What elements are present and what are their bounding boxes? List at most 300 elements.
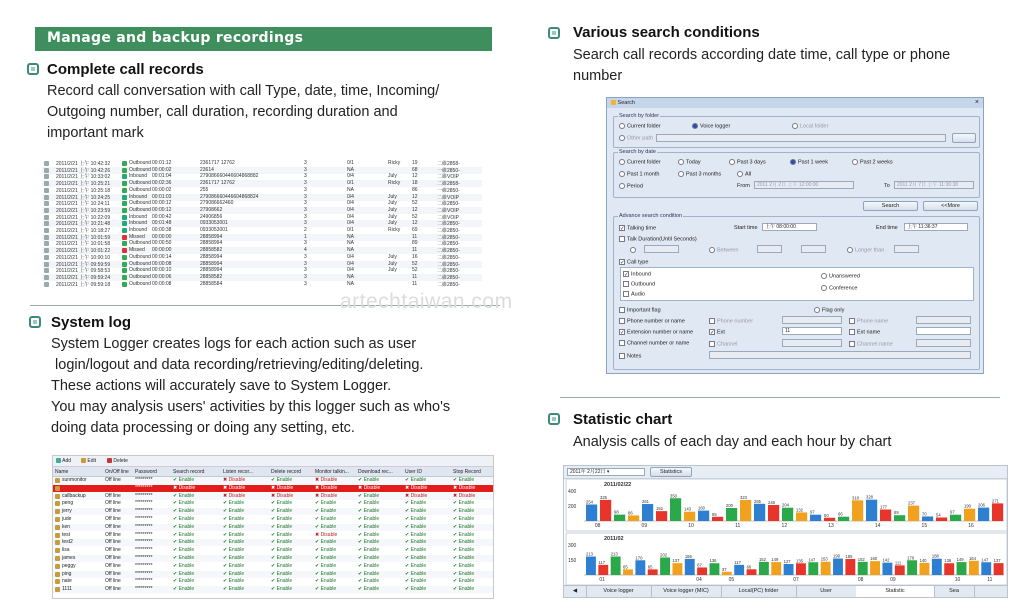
channel-or-name-checkbox[interactable]: Channel number or name — [619, 340, 689, 346]
chart-bar — [648, 569, 658, 575]
phone-number-checkbox[interactable]: Phone number — [709, 318, 753, 324]
table-cell: 00:00:38 — [152, 227, 172, 233]
table-cell: 3 — [304, 267, 307, 274]
password-mask: ********* — [135, 484, 153, 491]
permission-cell[interactable]: ✖ Disable — [315, 531, 338, 538]
permission-cell[interactable]: ✖ Disable — [271, 484, 294, 491]
column-header[interactable]: Name — [55, 469, 69, 475]
permission-cell[interactable]: ✔ Enable — [358, 586, 380, 593]
start-time-field[interactable]: 上午 08:00:00 — [762, 223, 817, 231]
data-label: 164 — [968, 555, 976, 561]
record-icon — [44, 188, 49, 193]
other-path-field[interactable] — [656, 134, 946, 142]
table-cell: 12 — [412, 173, 418, 180]
permission-cell[interactable]: ✔ Enable — [405, 578, 427, 585]
to-date-field[interactable]: 2011 2月 7日 上午 11:36:38 — [894, 181, 974, 189]
table-row[interactable] — [42, 281, 482, 288]
permission-cell[interactable]: ✔ Enable — [453, 523, 475, 530]
column-header[interactable]: User ID — [405, 469, 422, 475]
permission-cell[interactable]: ✔ Enable — [173, 508, 195, 515]
chart-bar — [600, 500, 611, 521]
permission-cell[interactable]: ✔ Enable — [453, 500, 475, 507]
permission-cell[interactable]: ✔ Enable — [358, 500, 380, 507]
permission-cell[interactable]: ✔ Enable — [173, 531, 195, 538]
permission-cell[interactable]: ✔ Enable — [315, 562, 337, 569]
table-cell: 0/4 — [347, 173, 354, 180]
data-label: 186 — [684, 553, 692, 559]
permission-cell[interactable]: ✔ Enable — [358, 531, 380, 538]
date-current-folder-radio[interactable]: Current folder — [619, 159, 661, 165]
permission-cell[interactable]: ✔ Enable — [173, 578, 195, 585]
permission-cell[interactable]: ✔ Enable — [173, 492, 195, 499]
table-row[interactable] — [53, 493, 493, 500]
between-to-field[interactable] — [801, 245, 826, 253]
table-cell: 2011/2/21 上午 10:42:26 — [56, 167, 111, 174]
month-select[interactable]: 2011年 2月22日 ▾ — [567, 468, 645, 476]
table-row[interactable] — [53, 524, 493, 531]
chart-bar — [964, 509, 975, 521]
table-cell: 二維2850- — [437, 228, 460, 234]
table-cell: 2011/2/21 上午 10:00:10 — [56, 254, 111, 261]
add-button[interactable]: Add — [56, 458, 71, 464]
permission-cell[interactable]: ✔ Enable — [315, 547, 337, 554]
table-cell: 27908662 — [200, 206, 223, 213]
past-1-week-radio[interactable]: Past 1 week — [790, 159, 828, 165]
permission-cell[interactable]: ✔ Enable — [358, 508, 380, 515]
chart-bar — [740, 500, 751, 521]
data-label: 137 — [672, 558, 680, 564]
tab-voice-logger[interactable]: Voice logger — [586, 586, 652, 597]
data-label: 50 — [824, 512, 829, 518]
permission-cell[interactable]: ✔ Enable — [223, 531, 245, 538]
permission-cell[interactable]: ✔ Enable — [173, 523, 195, 530]
user-name: test2 — [62, 539, 73, 546]
table-row[interactable] — [53, 547, 493, 554]
table-row[interactable] — [53, 485, 493, 492]
permission-cell[interactable]: ✔ Enable — [223, 578, 245, 585]
data-label: 111 — [894, 560, 902, 566]
talking-time-checkbox[interactable]: ✓ Talking time — [620, 225, 657, 232]
outbound-checkbox[interactable]: Outbound — [623, 281, 655, 287]
permission-cell[interactable]: ✖ Disable — [453, 492, 476, 499]
chart-bar — [784, 564, 794, 575]
ext-name-field[interactable] — [916, 327, 971, 335]
data-label: 190 — [833, 553, 841, 559]
close-icon[interactable]: × — [974, 99, 979, 106]
table-cell: 11 — [412, 247, 418, 254]
channel-field[interactable] — [782, 339, 842, 347]
table-row[interactable] — [53, 555, 493, 562]
table-cell: 二維2850- — [437, 261, 460, 268]
system-log-toolbar — [53, 456, 493, 467]
permission-cell[interactable]: ✔ Enable — [223, 547, 245, 554]
permission-cell[interactable]: ✖ Disable — [358, 484, 381, 491]
statistics-button[interactable]: Statistics — [650, 467, 692, 477]
phone-number-field[interactable] — [782, 316, 842, 324]
ext-checkbox[interactable]: ✓ Ext — [710, 329, 725, 336]
permission-cell[interactable]: ✔ Enable — [453, 516, 475, 522]
call-type-icon — [122, 161, 127, 166]
permission-cell[interactable]: ✔ Enable — [315, 539, 337, 546]
edit-button[interactable]: Edit — [81, 458, 96, 464]
call-type-checkbox[interactable]: ✓ Call type — [620, 259, 649, 266]
statistic-chart-area — [564, 478, 1008, 587]
table-cell: 一維2850- — [437, 167, 460, 174]
permission-cell[interactable]: ✖ Disable — [405, 484, 428, 491]
phone-name-field[interactable] — [916, 316, 971, 324]
table-row[interactable] — [53, 516, 493, 523]
x-tick-label: 01 — [599, 577, 605, 583]
data-label: 136 — [709, 558, 717, 564]
column-header[interactable]: Delete record — [271, 469, 302, 475]
permission-cell[interactable]: ✔ Enable — [315, 500, 337, 507]
permission-cell[interactable]: ✔ Enable — [453, 539, 475, 546]
data-label: 271 — [992, 498, 999, 504]
search-button[interactable]: Search — [863, 201, 918, 211]
column-header[interactable]: On/Off line — [105, 469, 129, 475]
more-button[interactable]: <<More — [923, 201, 978, 211]
unanswered-radio[interactable]: Unanswered — [821, 273, 860, 279]
ext-name-checkbox[interactable]: Ext name — [849, 329, 880, 335]
data-label: 66 — [746, 564, 752, 570]
table-cell: Missed — [129, 247, 145, 254]
conference-radio[interactable]: Conference — [821, 285, 857, 291]
permission-cell[interactable]: ✔ Enable — [271, 555, 293, 561]
column-header[interactable]: Stop Record — [453, 469, 481, 475]
permission-cell[interactable]: ✔ Enable — [405, 523, 427, 530]
channel-name-checkbox[interactable]: Channel name — [849, 341, 893, 347]
other-path-radio[interactable]: Other path — [619, 135, 653, 141]
password-mask: ********* — [135, 477, 153, 483]
call-type-icon — [122, 228, 127, 233]
talk-duration-checkbox[interactable]: Talk Duration(Until Seconds) — [619, 236, 697, 242]
permission-cell[interactable]: ✔ Enable — [173, 547, 195, 554]
permission-cell[interactable]: ✔ Enable — [173, 500, 195, 507]
data-label: 149 — [771, 557, 779, 563]
all-radio[interactable]: All — [737, 171, 751, 177]
permission-cell[interactable]: ✔ Enable — [315, 586, 337, 593]
permission-cell[interactable]: ✔ Enable — [271, 500, 293, 507]
tab-user[interactable]: User — [796, 586, 857, 597]
current-folder-radio[interactable]: Current folder — [619, 123, 661, 129]
permission-cell[interactable]: ✔ Enable — [315, 578, 337, 585]
permission-cell[interactable]: ✔ Enable — [405, 508, 427, 515]
column-header[interactable]: Listen recor... — [223, 469, 254, 475]
permission-cell[interactable]: ✔ Enable — [358, 562, 380, 569]
important-flag-checkbox[interactable]: Important flag — [619, 307, 661, 313]
permission-cell[interactable]: ✔ Enable — [358, 539, 380, 546]
period-radio[interactable]: Period — [619, 183, 643, 189]
permission-cell[interactable]: ✔ Enable — [223, 562, 245, 569]
permission-cell[interactable]: ✔ Enable — [271, 477, 293, 483]
past-1-month-radio[interactable]: Past 1 month — [619, 171, 659, 177]
chart-bar — [845, 559, 855, 575]
table-cell: 3 — [304, 253, 307, 260]
permission-cell[interactable]: ✔ Enable — [223, 523, 245, 530]
notes-checkbox[interactable]: Notes — [619, 353, 641, 359]
advance-search-group: Advance search condition ✓ Talking time Start time 上午 08:00:00 End time 上午 11:36:37 Talk Duration(Until Seconds) Between Longer than ✓ Call type ✓ Inbound Outbound Audio Unanswered Conference Important flag Flag only Phone number or name Phone number Phone name ✓ Extension number or name ✓ Ext 11 Ext name Channel number or name Channel Channel name Notes — [613, 216, 980, 370]
table-cell: 00:00:42 — [152, 213, 172, 220]
permission-cell[interactable]: ✔ Enable — [271, 531, 293, 538]
permission-cell[interactable]: ✔ Enable — [223, 539, 245, 546]
permission-cell[interactable]: ✔ Enable — [453, 586, 475, 593]
past-3-days-radio[interactable]: Past 3 days — [729, 159, 766, 165]
chart-bar — [754, 504, 765, 521]
chart-bar — [628, 515, 639, 521]
table-cell: 12 — [412, 193, 418, 200]
permission-cell[interactable]: ✔ Enable — [358, 555, 380, 561]
permission-cell[interactable]: ✔ Enable — [405, 570, 427, 577]
table-cell: Outbound — [129, 253, 151, 260]
call-records-table — [42, 160, 482, 288]
chart-bar — [697, 567, 707, 575]
permission-cell[interactable]: ✔ Enable — [453, 477, 475, 483]
call-type-icon — [122, 221, 127, 226]
tab-statistic[interactable]: Statistic — [856, 586, 935, 597]
from-date-field[interactable]: 2011 2月 2日 上午 12:00:00 — [754, 181, 854, 189]
past-3-months-radio[interactable]: Past 3 months — [678, 171, 721, 177]
permission-cell[interactable]: ✔ Enable — [405, 531, 427, 538]
permission-cell[interactable]: ✔ Enable — [405, 555, 427, 561]
between-from-field[interactable] — [757, 245, 782, 253]
delete-button[interactable]: Delete — [107, 458, 128, 464]
permission-cell[interactable]: ✖ Disable — [271, 492, 294, 499]
table-cell: Outbound — [129, 280, 151, 287]
user-icon — [55, 548, 60, 553]
table-cell: 2011/2/21 上午 10:25:21 — [56, 181, 111, 188]
table-cell: 52 — [412, 260, 418, 267]
user-name: nate — [62, 578, 72, 585]
ext-or-name-checkbox[interactable]: ✓ Extension number or name — [620, 329, 694, 336]
table-cell: 00:00:12 — [152, 200, 172, 207]
permission-cell[interactable]: ✔ Enable — [173, 539, 195, 546]
table-cell: 279086662460 — [200, 200, 234, 207]
permission-cell[interactable]: ✔ Enable — [315, 555, 337, 561]
search-by-date-group: Search by date Current folder Today Past 3 days Past 1 week Past 2 weeks Past 1 month Past 3 months All Period From 2011 2月 2日 上午 12:00:00 To 2011 2月 7日 上午 11:36:38 — [613, 152, 980, 198]
today-radio[interactable]: Today — [678, 159, 701, 165]
search-heading: Various search conditions — [573, 24, 760, 41]
permission-cell[interactable]: ✔ Enable — [173, 555, 195, 561]
permission-cell[interactable]: ✔ Enable — [223, 570, 245, 577]
chart-bar — [808, 562, 818, 575]
table-cell: July — [388, 193, 397, 200]
chart-bar — [882, 563, 892, 575]
column-header[interactable]: Monitor talkin... — [315, 469, 349, 475]
permission-cell[interactable]: ✔ Enable — [453, 578, 475, 585]
watermark: artechtaiwan.com — [340, 290, 513, 313]
channel-name-field[interactable] — [916, 339, 971, 347]
column-header[interactable]: Download rec... — [358, 469, 393, 475]
permission-cell[interactable]: ✖ Disable — [223, 477, 246, 483]
bullet-icon — [548, 27, 560, 39]
chart-bar — [685, 559, 695, 575]
permission-cell[interactable]: ✔ Enable — [271, 547, 293, 554]
permission-cell[interactable]: ✔ Enable — [405, 586, 427, 593]
data-label: 200 — [726, 503, 733, 508]
permission-cell[interactable]: ✔ Enable — [453, 531, 475, 538]
permission-cell[interactable]: ✔ Enable — [223, 555, 245, 561]
permission-cell[interactable]: ✔ Enable — [453, 562, 475, 569]
table-cell: Missed — [129, 233, 145, 240]
chart-bar — [866, 500, 877, 521]
permission-cell[interactable]: ✔ Enable — [358, 547, 380, 554]
permission-cell[interactable]: ✔ Enable — [271, 570, 293, 577]
permission-cell[interactable]: ✖ Disable — [453, 484, 476, 491]
record-icon — [44, 241, 49, 246]
permission-cell[interactable]: ✔ Enable — [453, 508, 475, 515]
data-label: 54 — [936, 512, 941, 518]
permission-cell[interactable]: ✔ Enable — [315, 516, 337, 522]
permission-cell[interactable]: ✔ Enable — [405, 516, 427, 522]
record-icon — [44, 221, 49, 226]
table-cell: Outbound — [129, 240, 151, 247]
longer-than-radio[interactable]: Longer than — [847, 247, 884, 253]
search-icon — [611, 100, 616, 105]
ext-field[interactable]: 11 — [782, 327, 842, 335]
chart-bar — [880, 509, 891, 521]
chart-bar — [710, 563, 720, 575]
statistic-window — [563, 465, 1008, 598]
table-cell: 00:00:02 — [152, 166, 172, 173]
permission-cell[interactable]: ✔ Enable — [358, 570, 380, 577]
permission-cell[interactable]: ✔ Enable — [358, 516, 380, 522]
duration-radio[interactable] — [630, 247, 638, 253]
permission-cell[interactable]: ✔ Enable — [271, 539, 293, 546]
tab-local-pc-folder[interactable]: Local(PC) folder — [721, 586, 797, 597]
permission-cell[interactable]: ✖ Disable — [405, 492, 428, 499]
permission-cell[interactable]: ✔ Enable — [453, 555, 475, 561]
call-type-icon — [122, 241, 127, 246]
column-header[interactable]: Search record — [173, 469, 205, 475]
permission-cell[interactable]: ✔ Enable — [271, 562, 293, 569]
permission-cell[interactable]: ✔ Enable — [223, 586, 245, 593]
permission-cell[interactable]: ✔ Enable — [173, 477, 195, 483]
notes-field[interactable] — [709, 351, 971, 359]
table-cell: 3 — [304, 206, 307, 213]
permission-cell[interactable]: ✔ Enable — [405, 547, 427, 554]
permission-cell[interactable]: ✔ Enable — [223, 516, 245, 522]
permission-cell[interactable]: ✔ Enable — [173, 570, 195, 577]
permission-cell[interactable]: ✖ Disable — [173, 484, 196, 491]
x-tick-label: 14 — [874, 523, 881, 529]
permission-cell[interactable]: ✔ Enable — [405, 562, 427, 569]
table-cell: 2361717 12762 — [200, 180, 235, 187]
audio-checkbox[interactable]: Audio — [623, 291, 645, 297]
permission-cell[interactable]: ✔ Enable — [453, 570, 475, 577]
permission-cell[interactable]: ✔ Enable — [271, 578, 293, 585]
voice-logger-radio[interactable]: Voice logger — [692, 123, 730, 129]
table-cell: 89 — [412, 240, 418, 247]
permission-cell[interactable]: ✔ Enable — [453, 547, 475, 554]
user-name: jude — [62, 516, 72, 522]
duration-field[interactable] — [644, 245, 679, 253]
chart-bar — [838, 517, 849, 521]
call-type-icon — [122, 282, 127, 287]
table-row[interactable] — [53, 571, 493, 578]
permission-cell[interactable]: ✔ Enable — [173, 586, 195, 593]
permission-cell[interactable]: ✔ Enable — [223, 500, 245, 507]
permission-cell[interactable]: ✔ Enable — [315, 570, 337, 577]
longer-than-field[interactable] — [894, 245, 919, 253]
permission-cell[interactable]: ✖ Disable — [315, 477, 338, 483]
table-row[interactable] — [53, 508, 493, 515]
permission-cell[interactable]: ✔ Enable — [271, 508, 293, 515]
table-row[interactable] — [53, 477, 493, 484]
column-header[interactable]: Password — [135, 469, 157, 475]
permission-cell[interactable]: ✔ Enable — [405, 500, 427, 507]
table-row[interactable] — [53, 586, 493, 593]
permission-cell[interactable]: ✖ Disable — [223, 492, 246, 499]
permission-cell[interactable]: ✔ Enable — [271, 586, 293, 593]
record-icon — [44, 174, 49, 179]
table-row[interactable] — [53, 532, 493, 539]
permission-cell[interactable]: ✖ Disable — [315, 484, 338, 491]
permission-cell[interactable]: ✔ Enable — [358, 492, 380, 499]
record-icon — [44, 208, 49, 213]
user-status: Off line — [105, 555, 121, 561]
chart-bar — [969, 561, 979, 575]
end-time-field[interactable]: 上午 11:36:37 — [904, 223, 968, 231]
table-cell: 00:00:06 — [152, 273, 172, 280]
tab-scroll[interactable]: ◀ — [564, 586, 587, 597]
chart-bar — [642, 504, 653, 521]
channel-checkbox[interactable]: Channel — [709, 341, 738, 347]
permission-cell[interactable]: ✖ Disable — [223, 484, 246, 491]
table-cell: 0/4 — [347, 260, 354, 267]
permission-cell[interactable]: ✔ Enable — [271, 523, 293, 530]
data-label: 185 — [845, 553, 853, 559]
statistic-tabs — [564, 585, 1007, 597]
permission-cell[interactable]: ✔ Enable — [173, 516, 195, 522]
permission-cell[interactable]: ✔ Enable — [405, 477, 427, 483]
table-row[interactable] — [53, 578, 493, 585]
table-row[interactable] — [53, 563, 493, 570]
record-icon — [44, 255, 49, 260]
call-type-icon — [122, 235, 127, 240]
user-status: Off line — [105, 523, 121, 530]
chart-bar — [994, 563, 1004, 575]
permission-cell[interactable]: ✔ Enable — [223, 508, 245, 515]
chart-bar — [833, 559, 843, 575]
between-radio[interactable]: Between — [709, 247, 738, 253]
permission-cell[interactable]: ✔ Enable — [358, 523, 380, 530]
inbound-checkbox[interactable]: ✓ Inbound — [624, 271, 651, 278]
browse-button[interactable] — [952, 133, 976, 143]
local-folder-radio[interactable]: Local folder — [792, 123, 828, 129]
table-row[interactable] — [53, 500, 493, 507]
permission-cell[interactable]: ✔ Enable — [173, 562, 195, 569]
permission-cell[interactable]: ✔ Enable — [358, 578, 380, 585]
permission-cell[interactable]: ✔ Enable — [315, 508, 337, 515]
permission-cell[interactable]: ✔ Enable — [405, 539, 427, 546]
y-tick-label: 300 — [568, 543, 577, 549]
permission-cell[interactable]: ✔ Enable — [271, 516, 293, 522]
permission-cell[interactable]: ✔ Enable — [358, 477, 380, 483]
call-type-icon — [122, 195, 127, 200]
statistic-description: Analysis calls of each day and each hour by chart — [573, 434, 892, 450]
data-label: 213 — [610, 551, 618, 557]
tab-voice-logger-mic-[interactable]: Voice logger (MIC) — [651, 586, 722, 597]
permission-cell[interactable]: ✔ Enable — [315, 523, 337, 530]
phone-name-checkbox[interactable]: Phone name — [849, 318, 888, 324]
flag-only-radio[interactable]: Flag only — [814, 307, 844, 313]
permission-cell[interactable]: ✖ Disable — [315, 492, 338, 499]
add-icon — [56, 458, 61, 463]
phone-or-name-checkbox[interactable]: Phone number or name — [619, 318, 685, 324]
tab-sea[interactable]: Sea — [934, 586, 975, 597]
past-2-weeks-radio[interactable]: Past 2 weeks — [852, 159, 893, 165]
table-row[interactable] — [53, 539, 493, 546]
